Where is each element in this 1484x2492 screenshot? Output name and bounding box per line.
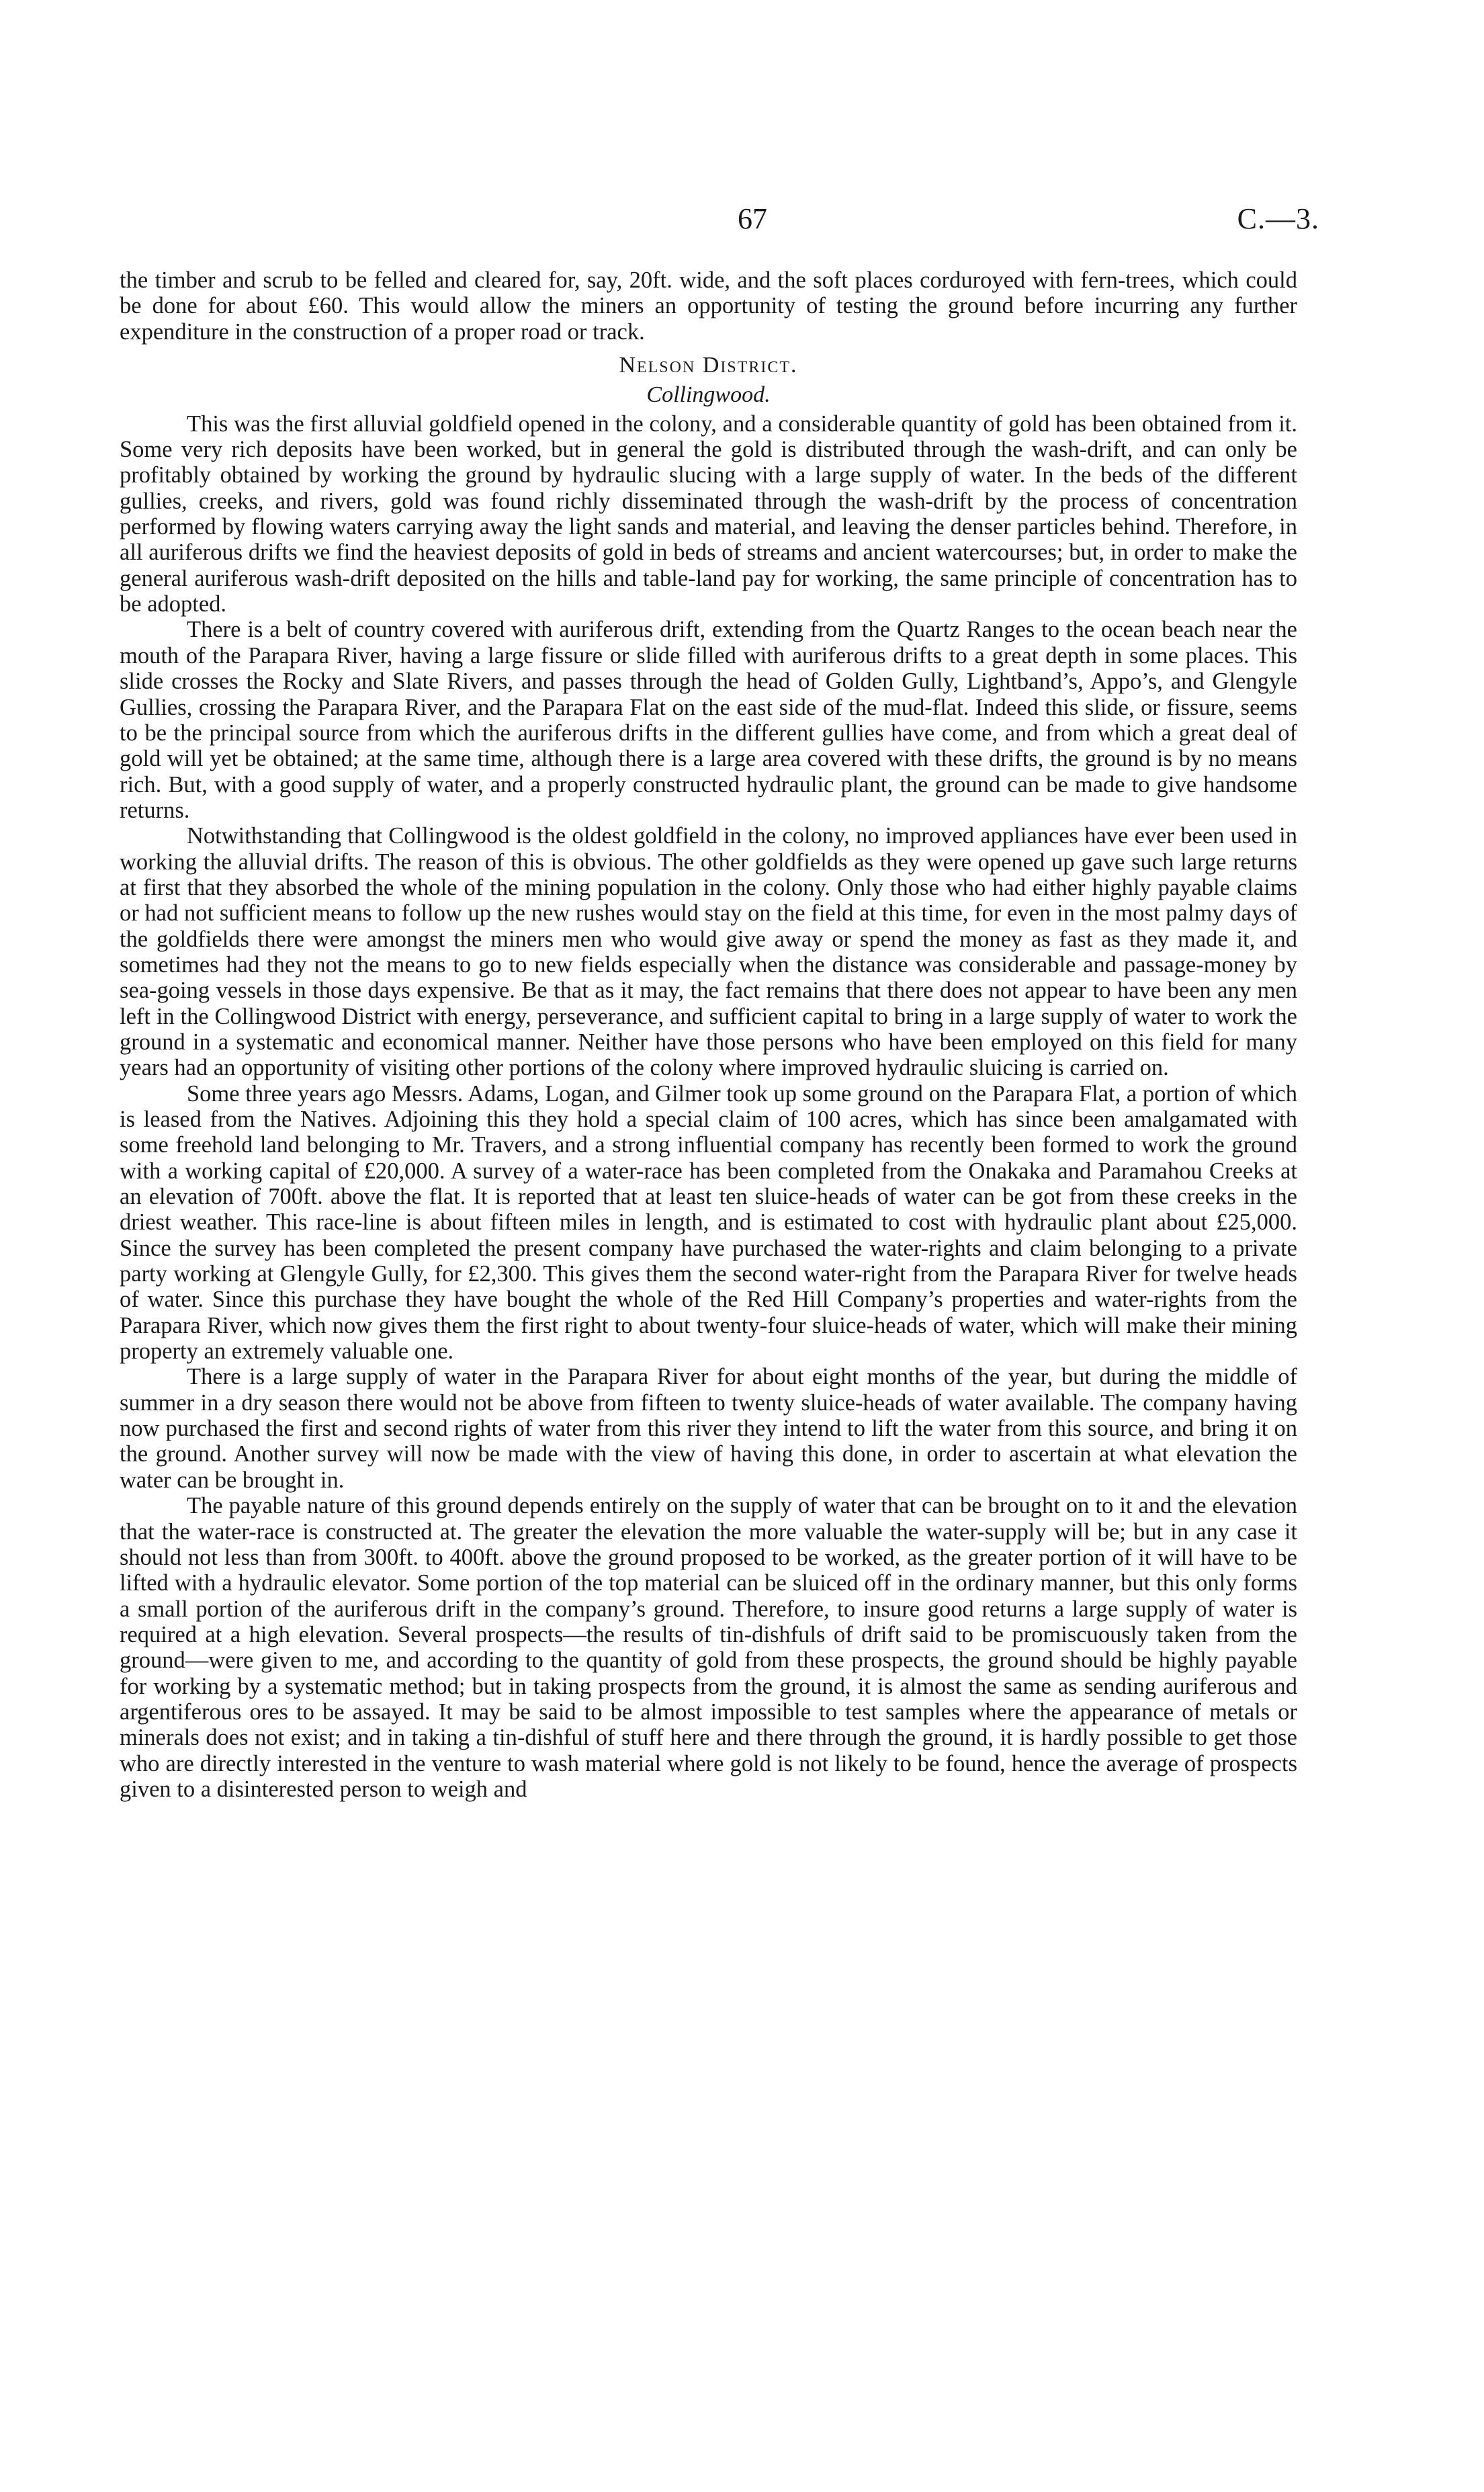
paragraph: The payable nature of this ground depends entirely on the supply of water that can be brought on to it and the elevation that the water-race is constructed at. The greater the elevation the more valuable the water-supply will be; but in any case it should not less than from 300ft. to 400ft. above the ground proposed to be worked, as the greater portion of it will have to be lifted with a hydraulic elevator. Some portion of the top material can be sluiced off in the ordinary manner, but this only forms a small portion of the auriferous drift in the company’s ground. Therefore, to insure good returns a large supply of water is required at a high elevation. Several prospects—the results of tin-dishfuls of drift said to be promiscuously taken from the ground—were given to me, and according to the quantity of gold from these prospects, the ground should be highly payable for working by a systematic method; but in taking prospects from the ground, it is almost the same as sending auriferous and argentiferous ores to be assayed. It may be said to be almost impossible to test samples where the appearance of metals or minerals does not exist; and in taking a tin-dishful of stuff here and there through the ground, it is hardly possible to get those who are directly interested in the venture to wash material where gold is not likely to be found, hence the average of prospects given to a disinterested person to weigh and bbox=[120, 1493, 1297, 1802]
paragraph: There is a belt of country covered with auriferous drift, extending from the Quartz Ranges to the ocean beach near the mouth of the Parapara River, having a large fissure or slide filled with auriferous drifts to a great depth in some places. This slide crosses the Rocky and Slate Rivers, and passes through the head of Golden Gully, Lightband’s, Appo’s, and Glengyle Gullies, crossing the Parapara River, and the Parapara Flat on the east side of the mud-flat. Indeed this slide, or fissure, seems to be the principal source from which the auriferous drifts in the different gullies have come, and from which a great deal of gold will yet be obtained; at the same time, although there is a large area covered with these drifts, the ground is by no means rich. But, with a good supply of water, and a properly constructed hydraulic plant, the ground can be made to give handsome returns. bbox=[120, 617, 1297, 823]
page-number: 67 bbox=[738, 202, 767, 235]
section-heading: Nelson District. bbox=[619, 353, 798, 378]
page-body bbox=[120, 267, 1297, 1802]
subheading: Collingwood. bbox=[646, 382, 771, 408]
intro-paragraph: the timber and scrub to be felled and cleared for, say, 20ft. wide, and the soft places corduroyed with fern-trees, which could be done for about £60. This would allow the miners an opportunity of testing the ground before incurring any further expenditure in the construction of a proper road or track. bbox=[120, 267, 1297, 345]
paragraph: There is a large supply of water in the Parapara River for about eight months of the year, but during the middle of summer in a dry season there would not be above from fifteen to twenty sluice-heads of water available. The company having now purchased the first and second rights of water from this river they intend to lift the water from this source, and bring it on the ground. Another survey will now be made with the view of having this done, in order to ascertain at what elevation the water can be brought in. bbox=[120, 1364, 1297, 1493]
paragraph: This was the first alluvial goldfield opened in the colony, and a considerable quantity of gold has been obtained from it. Some very rich deposits have been worked, but in general the gold is distributed through the wash-drift, and can only be profitably obtained by working the ground by hydraulic slucing with a large supply of water. In the beds of the different gullies, creeks, and rivers, gold was found richly disseminated through the wash-drift by the process of concentration performed by flowing waters carrying away the light sands and material, and leaving the denser particles behind. Therefore, in all auriferous drifts we find the heaviest deposits of gold in beds of streams and ancient watercourses; but, in order to make the general auriferous wash-drift deposited on the hills and table-land pay for working, the same principle of concentration has to be adopted. bbox=[120, 411, 1297, 617]
paragraph: Notwithstanding that Collingwood is the oldest goldfield in the colony, no improved appliances have ever been used in working the alluvial drifts. The reason of this is obvious. The other goldfields as they were opened up gave such large returns at first that they absorbed the whole of the mining population in the colony. Only those who had either highly payable claims or had not sufficient means to follow up the new rushes would stay on the field at this time, for even in the most palmy days of the goldfields there were amongst the miners men who would give away or spend the money as fast as they made it, and sometimes had they not the means to go to new fields especially when the distance was considerable and passage-money by sea-going vessels in those days expensive. Be that as it may, the fact remains that there does not appear to have been any men left in the Collingwood District with energy, perseverance, and sufficient capital to bring in a large supply of water to work the ground in a systematic and economical manner. Neither have those persons who have been employed on this field for many years had an opportunity of visiting other portions of the colony where improved hydraulic sluicing is carried on. bbox=[120, 823, 1297, 1081]
report-reference: C.—3. bbox=[1237, 202, 1319, 235]
paragraph: Some three years ago Messrs. Adams, Logan, and Gilmer took up some ground on the Parapara Flat, a portion of which is leased from the Natives. Adjoining this they hold a special claim of 100 acres, which has since been amalgamated with some freehold land belonging to Mr. Travers, and a strong influential company has recently been formed to work the ground with a working capital of £20,000. A survey of a water-race has been completed from the Onakaka and Paramahou Creeks at an elevation of 700ft. above the flat. It is reported that at least ten sluice-heads of water can be got from these creeks in the driest weather. This race-line is about fifteen miles in length, and is estimated to cost with hydraulic plant about £25,000. Since the survey has been completed the present company have purchased the water-rights and claim belonging to a private party working at Glengyle Gully, for £2,300. This gives them the second water-right from the Parapara River for twelve heads of water. Since this purchase they have bought the whole of the Red Hill Company’s properties and water-rights from the Parapara River, which now gives them the first right to about twenty-four sluice-heads of water, which will make their mining property an extremely valuable one. bbox=[120, 1080, 1297, 1365]
